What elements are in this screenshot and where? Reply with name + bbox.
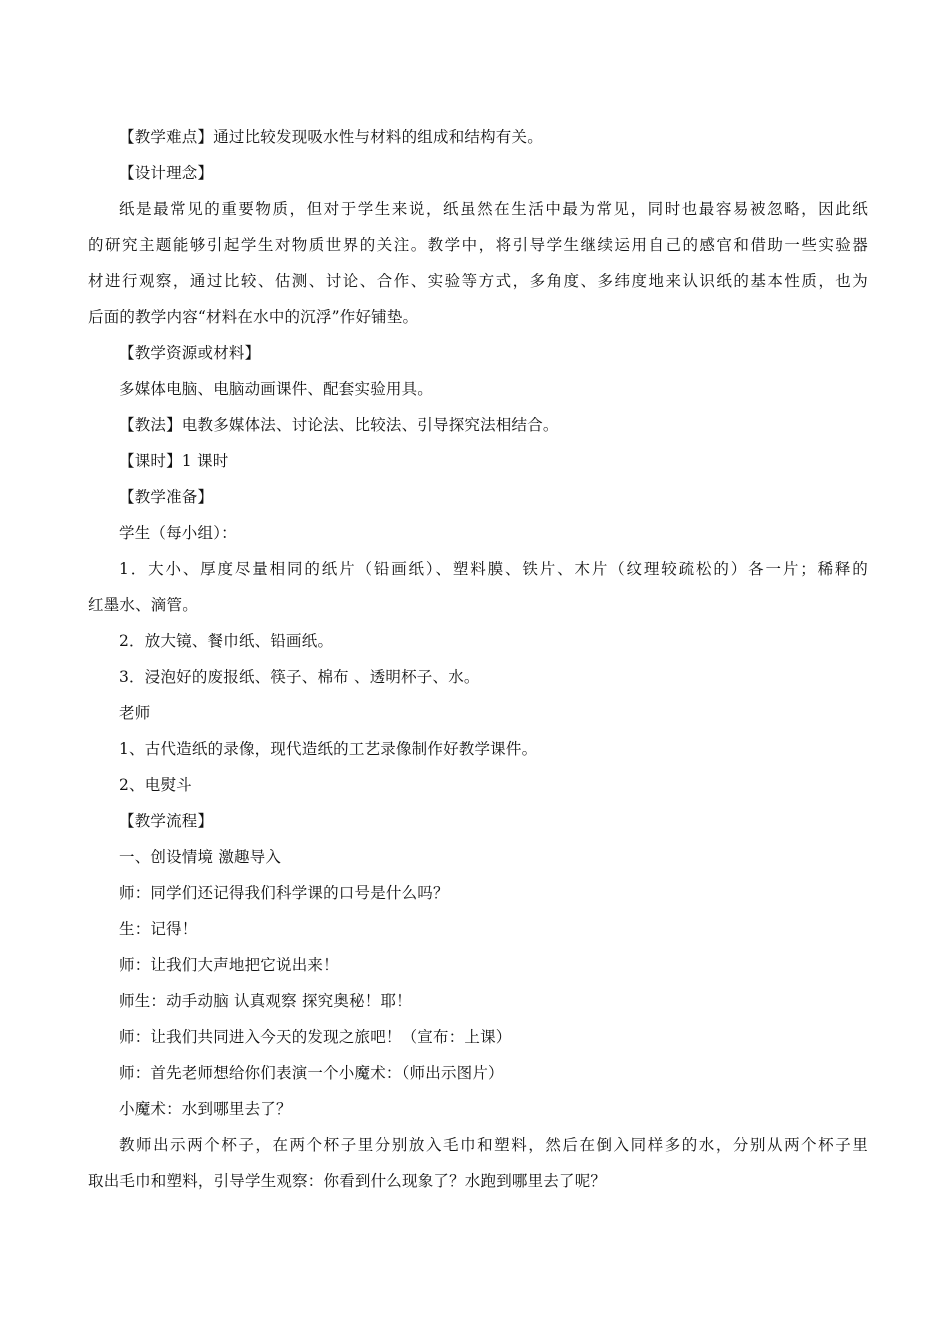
students-label: 学生（每小组）： [119, 524, 237, 542]
dialogue-line: 生：记得！ [119, 920, 198, 938]
teaching-process-heading: 【教学流程】 [119, 812, 214, 830]
section-heading: 一、创设情境 激趣导入 [119, 848, 282, 866]
dialogue-line: 师：让我们共同进入今天的发现之旅吧！（宣布：上课） [119, 1028, 512, 1046]
list-item: 3．浸泡好的废报纸、筷子、棉布 、透明杯子、水。 [119, 668, 480, 686]
paragraph-line: 材进行观察，通过比较、估测、讨论、合作、实验等方式，多角度、多纬度地来认识纸的基本性质，也为 [88, 272, 868, 290]
dialogue-line: 师：首先老师想给你们表演一个小魔术：（师出示图片） [119, 1064, 504, 1082]
teaching-method-line: 【教法】电教多媒体法、讨论法、比较法、引导探究法相结合。 [119, 416, 559, 434]
paragraph-line: 教师出示两个杯子，在两个杯子里分别放入毛巾和塑料，然后在倒入同样多的水，分别从两个杯子里 [119, 1136, 868, 1154]
paragraph-line: 的研究主题能够引起学生对物质世界的关注。教学中，将引导学生继续运用自己的感官和借助一些实验器 [88, 236, 868, 254]
list-item: 2．放大镜、餐巾纸、铅画纸。 [119, 632, 334, 650]
list-item-continuation: 红墨水、滴管。 [88, 596, 198, 614]
teacher-label: 老师 [119, 704, 151, 722]
preparation-heading: 【教学准备】 [119, 488, 214, 506]
dialogue-line: 师生：动手动脑 认真观察 探究奥秘！耶！ [119, 992, 412, 1010]
dialogue-line: 师：让我们大声地把它说出来！ [119, 956, 339, 974]
class-hours-line: 【课时】1 课时 [119, 452, 229, 470]
dialogue-line: 师：同学们还记得我们科学课的口号是什么吗？ [119, 884, 449, 902]
resources-text: 多媒体电脑、电脑动画课件、配套实验用具。 [119, 380, 434, 398]
teaching-difficulty-line: 【教学难点】通过比较发现吸水性与材料的组成和结构有关。 [119, 128, 543, 146]
list-item: 2、电熨斗 [119, 776, 192, 794]
magic-trick-title: 小魔术：水到哪里去了？ [119, 1100, 292, 1118]
paragraph-line: 取出毛巾和塑料，引导学生观察：你看到什么现象了？水跑到哪里去了呢？ [88, 1172, 607, 1190]
paragraph-line: 后面的教学内容“材料在水中的沉浮”作好铺垫。 [88, 308, 419, 326]
paragraph-line: 纸是最常见的重要物质，但对于学生来说，纸虽然在生活中最为常见，同时也最容易被忽略，因此纸 [119, 200, 868, 218]
resources-heading: 【教学资源或材料】 [119, 344, 261, 362]
design-concept-heading: 【设计理念】 [119, 164, 214, 182]
list-item: 1．大小、厚度尽量相同的纸片（铅画纸）、塑料膜、铁片、木片（纹理较疏松的）各一片；稀释的 [119, 560, 868, 578]
list-item: 1、古代造纸的录像，现代造纸的工艺录像制作好教学课件。 [119, 740, 538, 758]
